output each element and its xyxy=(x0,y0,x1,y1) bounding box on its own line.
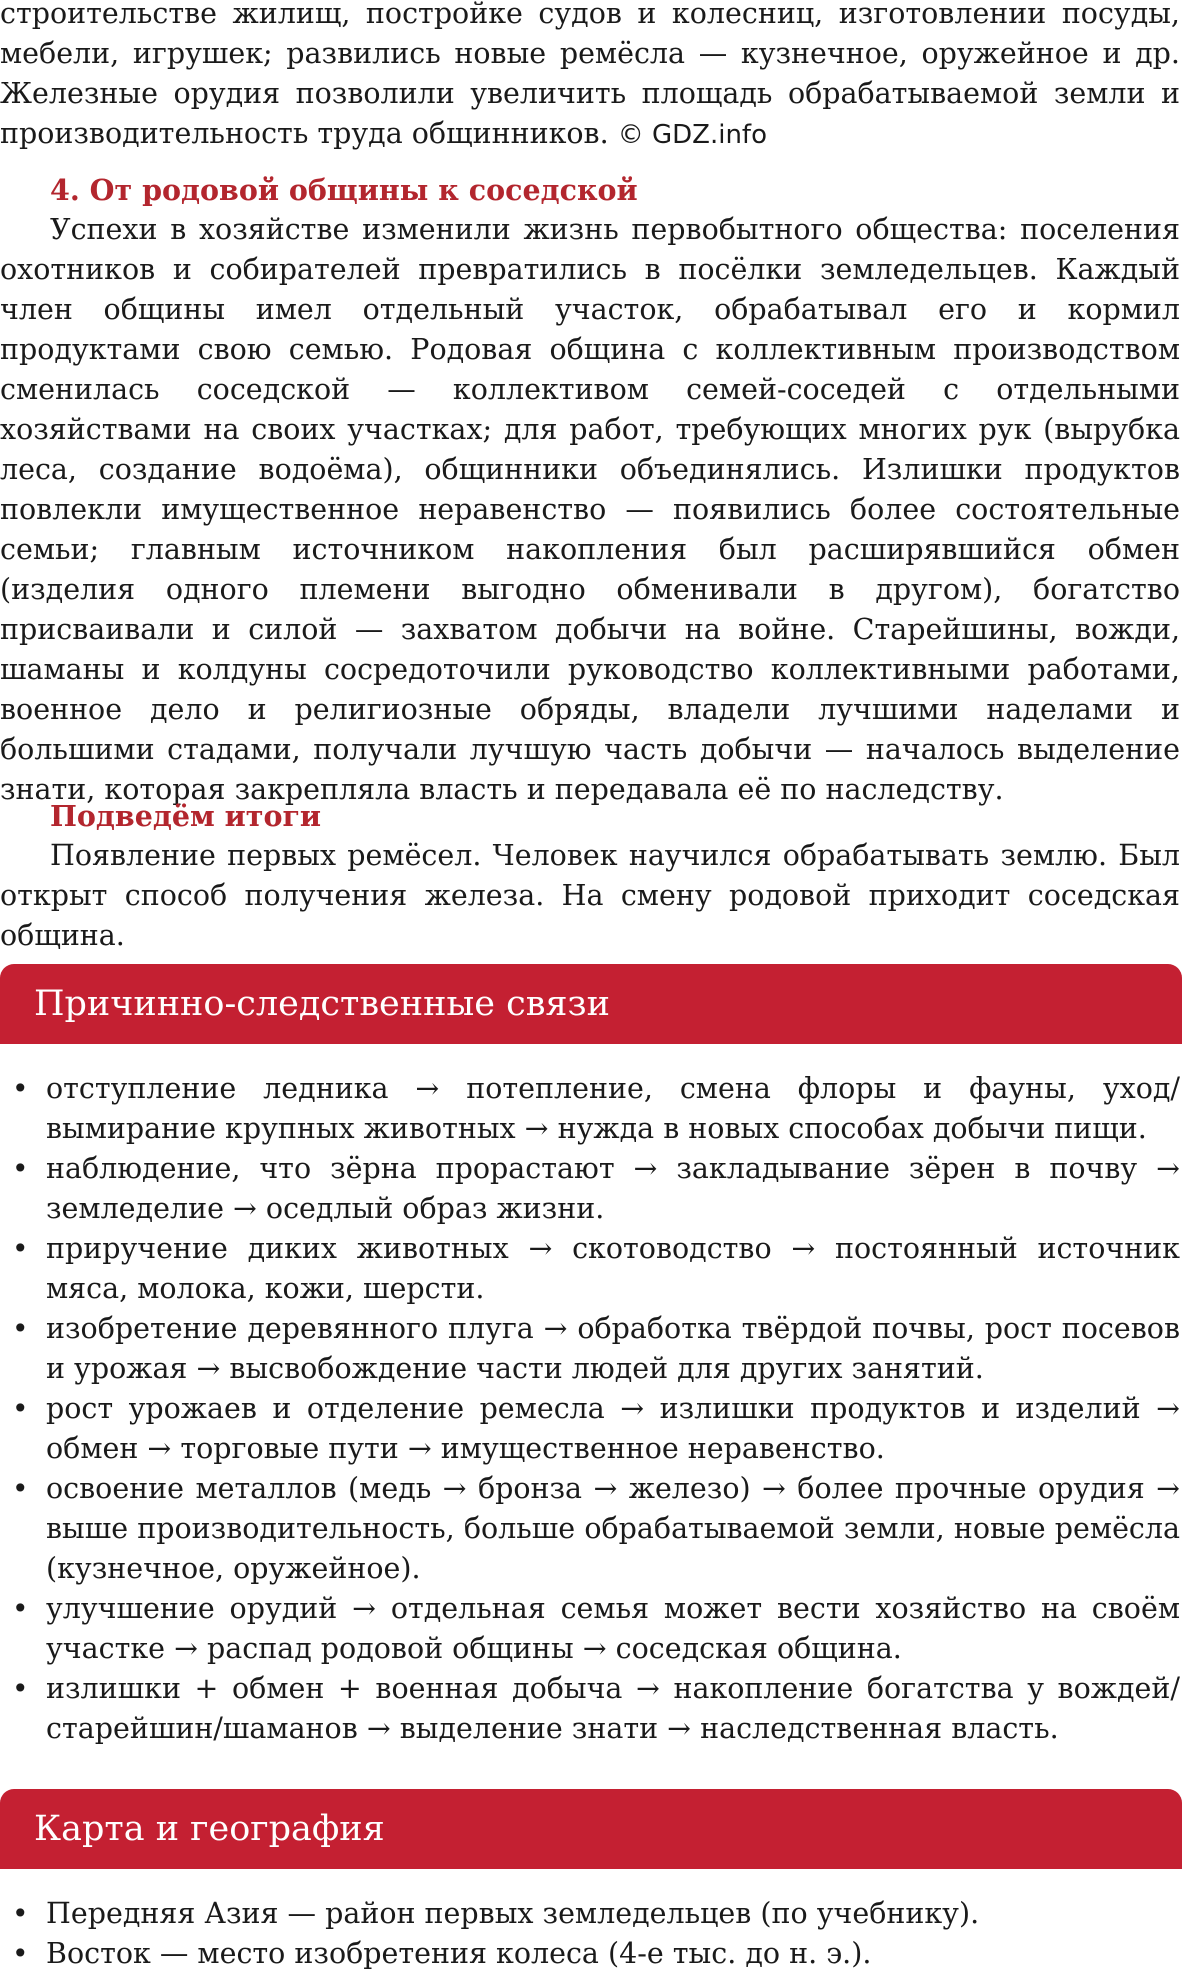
section-4 xyxy=(0,170,1180,810)
list-item-text: освоение металлов (медь → бронза → железо) → более прочные орудия → выше производительность, больше обрабатываемой земли, новые ремёсла (кузнечное, оружейное). xyxy=(46,1472,1180,1585)
geo-list-block xyxy=(0,1894,1180,1974)
list-item xyxy=(0,1149,1180,1229)
list-item xyxy=(0,1069,1180,1149)
list-item xyxy=(0,1589,1180,1669)
list-item-text: отступление ледника → потепление, смена флоры и фауны, уход/вымирание крупных животных → нужда в новых способах добычи пищи. xyxy=(46,1072,1180,1145)
list-item-text: излишки + обмен + военная добыча → накопление богатства у вождей/старейшин/шаманов → выделение знати → наследственная власть. xyxy=(46,1672,1180,1745)
geo-list xyxy=(0,1894,1180,1974)
list-item-text: улучшение орудий → отдельная семья может вести хозяйство на своём участке → распад родовой общины → соседская община. xyxy=(46,1592,1180,1665)
bullet-icon: • xyxy=(12,1472,29,1505)
list-item xyxy=(0,1389,1180,1469)
summary-heading: Подведём итоги xyxy=(50,799,322,833)
bullet-icon: • xyxy=(12,1072,29,1105)
geo-banner: Карта и география xyxy=(0,1789,1182,1869)
intro-paragraph xyxy=(0,0,1180,155)
bullet-icon: • xyxy=(12,1232,29,1265)
bullet-icon: • xyxy=(12,1392,29,1425)
bullet-icon: • xyxy=(12,1312,29,1345)
intro-text: строительстве жилищ, постройке судов и колесниц, изготовлении посуды, мебели, игрушек; развились новые ремёсла — кузнечное, оружейное и др. Железные орудия позволили увеличить площадь обрабатываемой земли и производительность труда общинников. xyxy=(0,0,1180,150)
causes-banner: Причинно-следственные связи xyxy=(0,964,1182,1044)
list-item xyxy=(0,1934,1180,1974)
list-item xyxy=(0,1229,1180,1309)
summary-block xyxy=(0,796,1180,956)
causes-list xyxy=(0,1069,1180,1749)
bullet-icon: • xyxy=(12,1672,29,1705)
list-item-text: наблюдение, что зёрна прорастают → закладывание зёрен в почву → земледелие → оседлый образ жизни. xyxy=(46,1152,1180,1225)
intro-block xyxy=(0,0,1180,155)
summary-paragraph: Появление первых ремёсел. Человек научился обрабатывать землю. Был открыт способ получения железа. На смену родовой приходит соседская община. xyxy=(0,839,1180,952)
list-item-text: изобретение деревянного плуга → обработка твёрдой почвы, рост посевов и урожая → высвобождение части людей для других занятий. xyxy=(46,1312,1180,1385)
copyright-mark: © GDZ.info xyxy=(617,120,767,150)
bullet-icon: • xyxy=(12,1592,29,1625)
list-item xyxy=(0,1309,1180,1389)
causes-list-block xyxy=(0,1069,1180,1749)
bullet-icon: • xyxy=(12,1152,29,1185)
section-4-paragraph: Успехи в хозяйстве изменили жизнь первобытного общества: поселения охотников и собирателей превратились в посёлки земледельцев. Каждый член общины имел отдельный участок, обрабатывал его и кормил продуктами свою семью. Родовая община с коллективным производством сменилась соседской — коллективом семей-соседей с отдельными хозяйствами на своих участках; для работ, требующих многих рук (вырубка леса, создание водоёма), общинники объединялись. Излишки продуктов повлекли имущественное неравенство — появились более состоятельные семьи; главным источником накопления был расширявшийся обмен (изделия одного племени выгодно обменивали в другом), богатство присваивали и силой — захватом добычи на войне. Старейшины, вожди, шаманы и колдуны сосредоточили руководство коллективными работами, военное дело и религиозные обряды, владели лучшими наделами и большими стадами, получали лучшую часть добычи — началось выделение знати, которая закрепляла власть и передавала её по наследству. xyxy=(0,213,1180,806)
list-item xyxy=(0,1894,1180,1934)
list-item-text: рост урожаев и отделение ремесла → излишки продуктов и изделий → обмен → торговые пути → имущественное неравенство. xyxy=(46,1392,1180,1465)
bullet-icon: • xyxy=(12,1897,29,1930)
list-item-text: Передняя Азия — район первых земледельцев (по учебнику). xyxy=(46,1897,980,1930)
bullet-icon: • xyxy=(12,1937,29,1970)
list-item xyxy=(0,1669,1180,1749)
list-item xyxy=(0,1469,1180,1589)
section-4-heading: 4. От родовой общины к соседской xyxy=(50,173,638,207)
list-item-text: Восток — место изобретения колеса (4-е тыс. до н. э.). xyxy=(46,1937,872,1970)
list-item-text: приручение диких животных → скотоводство → постоянный источник мяса, молока, кожи, шерсти. xyxy=(46,1232,1180,1305)
